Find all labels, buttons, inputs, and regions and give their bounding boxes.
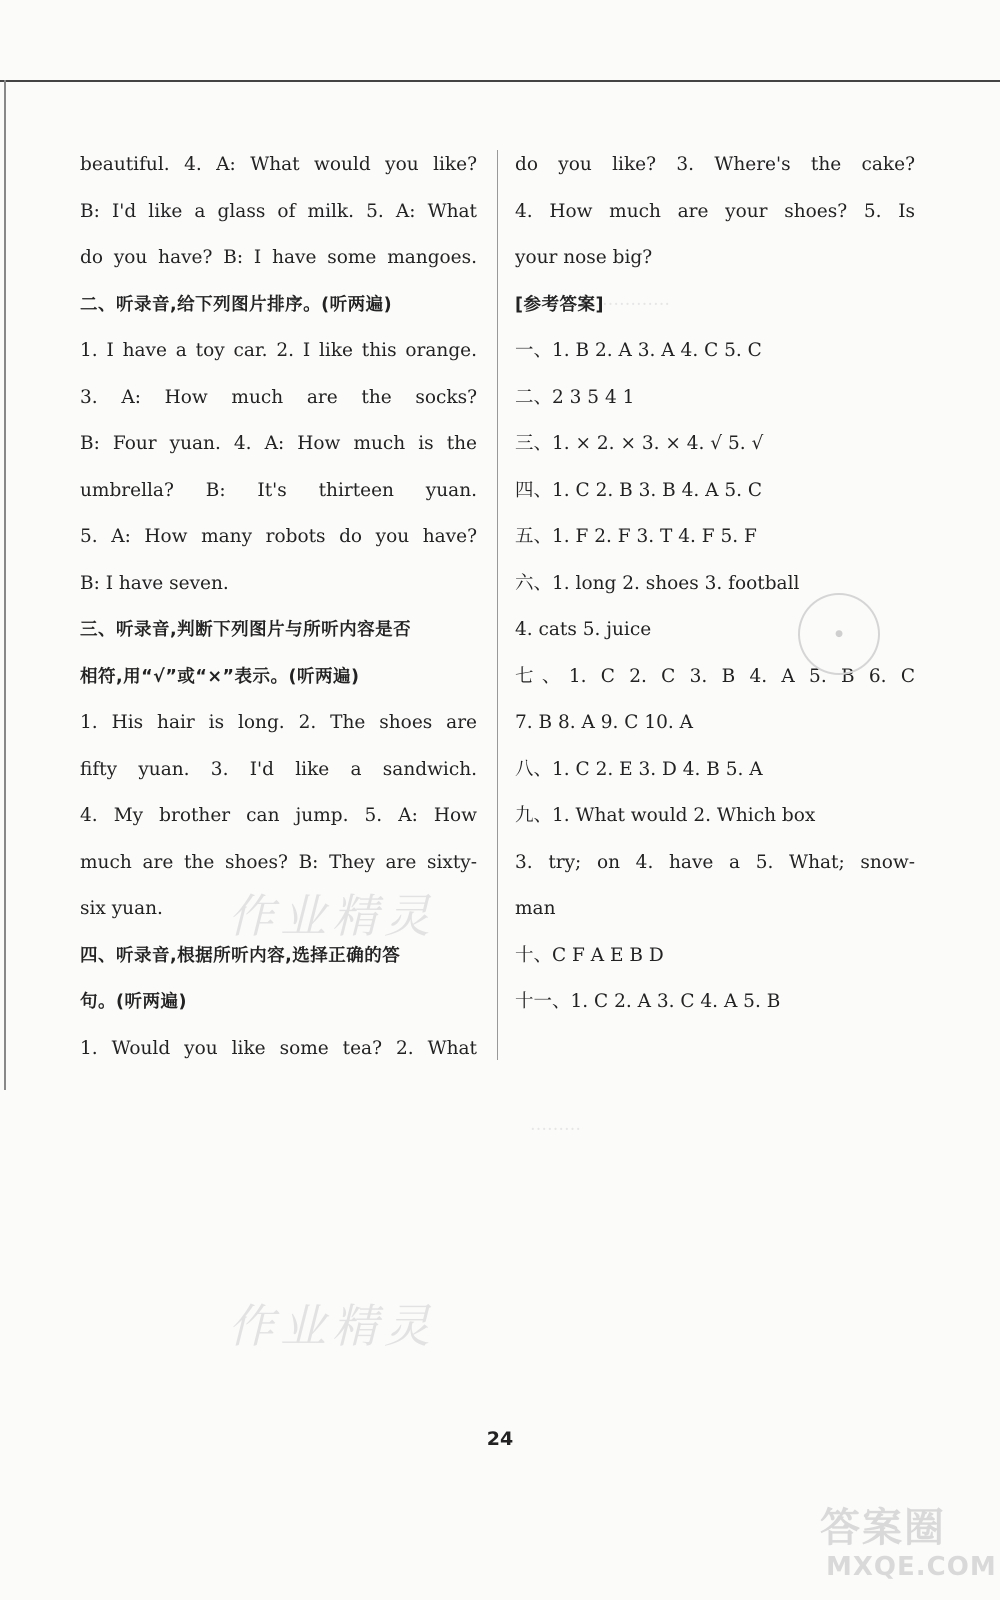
text-line: your nose big? [515, 247, 653, 268]
corner-url: MXQE.COM [826, 1552, 997, 1582]
stamp-seal: ● [798, 593, 880, 675]
answer-line: 3. try; on 4. have a 5. What; snow- [515, 851, 915, 873]
text-line: beautiful. 4. A: What would you like? [80, 154, 477, 175]
answer-line: 4. cats 5. juice [515, 619, 652, 640]
bleed-text: ……… [530, 1115, 581, 1135]
answer-line: man [515, 898, 556, 919]
text-line: 3. A: How much are the socks? [80, 386, 477, 408]
watermark: 作业精灵 [228, 889, 436, 943]
section-heading: 句。(听两遍) [80, 992, 187, 1012]
text-line: 1. Would you like some tea? 2. What [80, 1037, 477, 1059]
section-heading: 相符,用“√”或“×”表示。(听两遍) [80, 666, 360, 687]
text-line: 4. How much are your shoes? 5. Is [515, 200, 915, 222]
left-edge-rule [4, 80, 6, 1090]
text-line: 1. I have a toy car. 2. I like this orange. [80, 340, 477, 361]
answer-line: 十、C F A E B D [515, 944, 664, 966]
text-line: umbrella? B: It's thirteen yuan. [80, 479, 477, 501]
text-line: B: Four yuan. 4. A: How much is the [80, 433, 477, 454]
section-heading: 二、听录音,给下列图片排序。(听两遍) [80, 294, 393, 315]
answer-line: 十一、1. C 2. A 3. C 4. A 5. B [515, 991, 781, 1012]
answer-line: 一、1. B 2. A 3. A 4. C 5. C [515, 340, 762, 361]
column-divider [497, 150, 498, 1060]
text-line: do you have? B: I have some mangoes. [80, 247, 477, 268]
text-line: B: I have seven. [80, 572, 229, 594]
section-heading: 三、听录音,判断下列图片与所听内容是否 [80, 620, 412, 640]
corner-logo [812, 1490, 1000, 1600]
answer-line: 三、1. × 2. × 3. × 4. √ 5. √ [515, 433, 764, 454]
text-line: six yuan. [80, 898, 163, 919]
top-rule [0, 80, 1000, 82]
answer-line: 二、2 3 5 4 1 [515, 386, 635, 408]
answer-line: 五、1. F 2. F 3. T 4. F 5. F [515, 526, 757, 547]
text-line: B: I'd like a glass of milk. 5. A: What [80, 200, 477, 222]
answer-line: 九、1. What would 2. Which box [515, 805, 816, 826]
text-line: 4. My brother can jump. 5. A: How [80, 805, 477, 826]
answer-line: 7. B 8. A 9. C 10. A [515, 712, 694, 733]
text-line: 5. A: How many robots do you have? [80, 526, 477, 547]
right-column [515, 142, 915, 1026]
page-number: 24 [486, 1428, 514, 1450]
text-line: fifty yuan. 3. I'd like a sandwich. [80, 758, 477, 780]
section-heading: 四、听录音,根据所听内容,选择正确的答 [80, 945, 401, 966]
corner-logo-text: 答案圈 [820, 1505, 946, 1551]
text-line: 1. His hair is long. 2. The shoes are [80, 712, 477, 733]
answer-line: 七、1. C 2. C 3. B 4. A 5. B 6. C [515, 665, 915, 687]
text-line: do you like? 3. Where's the cake? [515, 154, 915, 175]
answer-line: 八、1. C 2. E 3. D 4. B 5. A [515, 758, 763, 780]
answer-line: 四、1. C 2. B 3. B 4. A 5. C [515, 479, 763, 501]
answer-key-heading: [参考答案] [515, 294, 604, 315]
bleed-text: …………… [585, 290, 670, 310]
text-line: much are the shoes? B: They are sixty- [80, 851, 477, 873]
answer-line: 六、1. long 2. shoes 3. football [515, 572, 800, 594]
watermark: 作业精灵 [228, 1299, 436, 1353]
